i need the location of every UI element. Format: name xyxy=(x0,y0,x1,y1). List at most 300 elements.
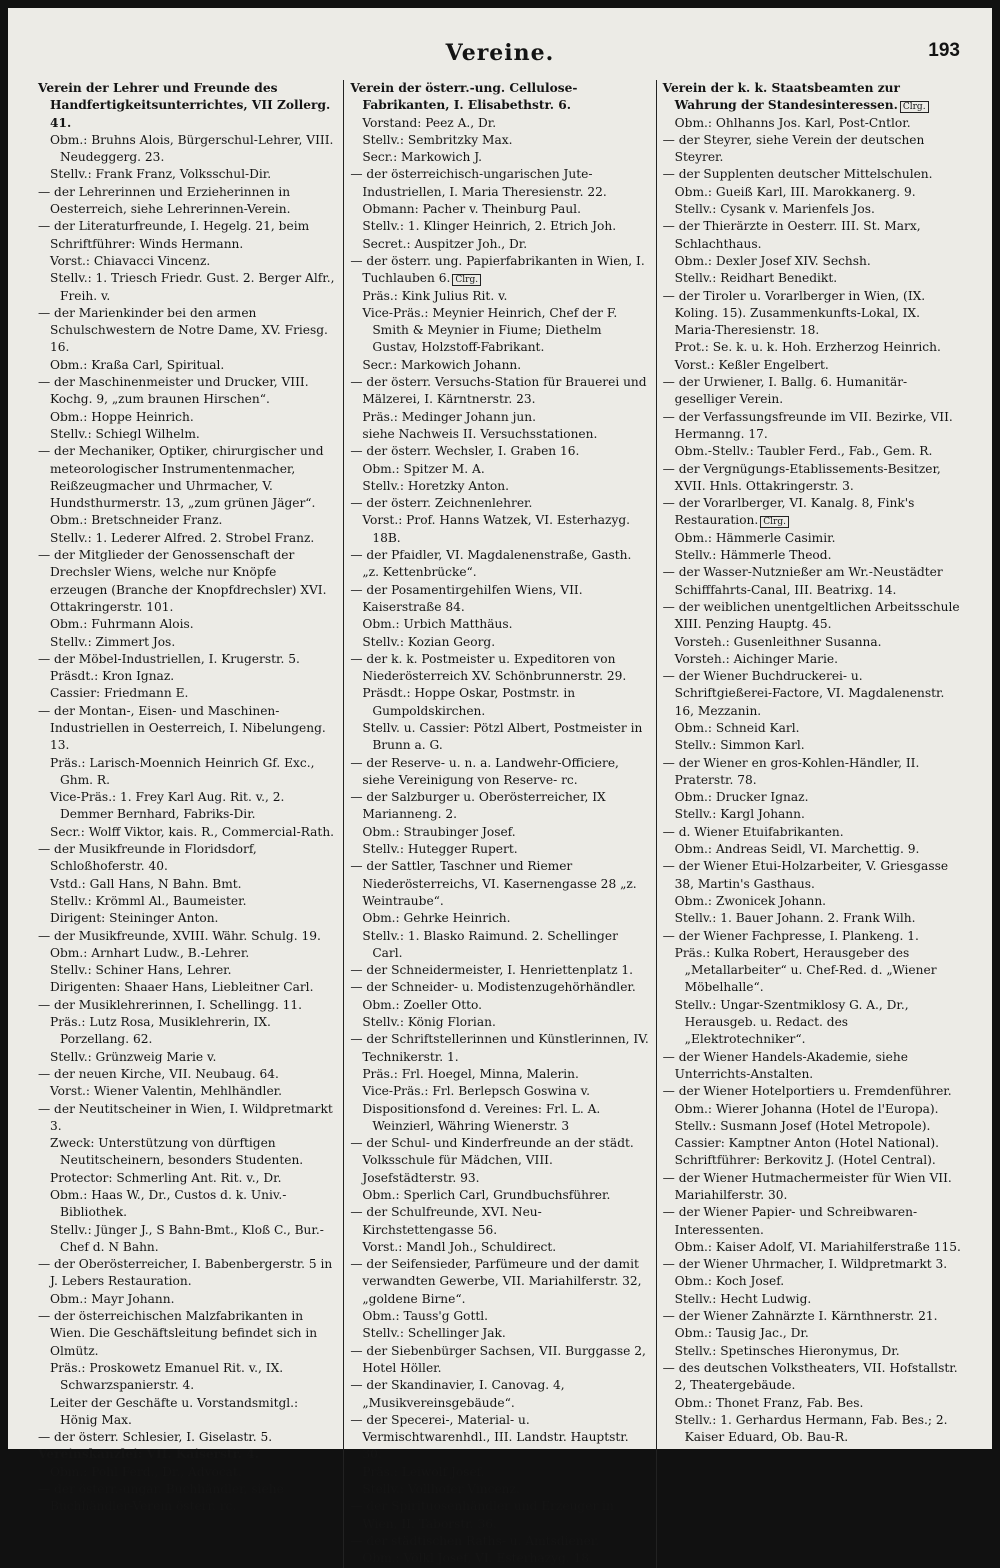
entry-text: — der städtischen Raths- u. Amtsdiener. xyxy=(350,1533,600,1548)
entry-text: Stellv.: Horetzky Anton. xyxy=(362,478,509,493)
entry-text: — der österr. Schlesier, I. Giselastr. 5. xyxy=(38,1430,273,1445)
entry-text: Stellv.: Grünzweig Marie v. xyxy=(50,1049,217,1064)
directory-entry xyxy=(38,685,337,702)
directory-entry xyxy=(663,270,962,287)
entry-text: Obm.: Hämmerle Casimir. xyxy=(674,530,836,545)
entry-text: Obm.: Koch Josef. xyxy=(674,1274,785,1289)
entry-text: Dirigenten: Shaaer Hans, Liebleitner Carl. xyxy=(50,980,314,995)
entry-text: Vorst.: Chiavacci Vincenz. xyxy=(50,253,211,268)
entry-text: — der Mitglieder der Genossenschaft der Drechsler Wiens, welche nur Knöpfe erzeugen (Branche der Knopfdrechsler) XVI. Ottakringerstr. 101. xyxy=(38,548,327,614)
entry-text: — der Möbel-Industriellen, I. Krugerstr. 5. xyxy=(38,651,300,666)
directory-entry xyxy=(350,841,649,858)
directory-entry xyxy=(38,80,337,132)
entry-text: Präs.: Larisch-Moennich Heinrich Gf. Exc., Ghm. R. xyxy=(50,755,315,787)
directory-entry xyxy=(38,1308,337,1360)
directory-entry xyxy=(38,218,337,253)
entry-text: — der Marienkinder bei den armen Schulschwestern de Notre Dame, XV. Friesg. 16. xyxy=(38,305,328,355)
entry-text: Stellv.: König Florian. xyxy=(362,1015,496,1030)
directory-entry xyxy=(350,253,649,288)
entry-text: Schriftführer: Berkovitz J. (Hotel Central). xyxy=(674,1153,936,1168)
directory-entry xyxy=(350,236,649,253)
page-header xyxy=(32,38,968,74)
entry-text: Vorst.: Prof. Hanns Watzek, VI. Esterhazyg. 18B. xyxy=(362,513,631,545)
directory-entry xyxy=(350,582,649,617)
entry-text: — der Tiroler u. Vorarlberger in Wien, (IX. Koling. 15). Zusammenkunfts-Lokal, IX. Maria-Theresienstr. 18. xyxy=(662,288,926,338)
directory-entry xyxy=(663,1152,962,1169)
entry-text: Prot.: Se. k. u. k. Hoh. Erzherzog Heinrich. xyxy=(674,340,941,355)
entry-text: Stellv.: Cysank v. Marienfels Jos. xyxy=(674,202,875,217)
directory-entry xyxy=(38,530,337,547)
directory-entry xyxy=(663,1049,962,1084)
directory-entry xyxy=(663,1204,962,1239)
entry-text: — der Wiener Etui-Holzarbeiter, V. Griesgasse 38, Martin's Gasthaus. xyxy=(662,859,949,891)
entry-text: Stellv.: Jünger J., S Bahn-Bmt., Kloß C., Bur.-Chef d. N Bahn. xyxy=(50,1222,324,1254)
entry-text: Obm.: Wierer Johanna (Hotel de l'Europa). xyxy=(674,1101,939,1116)
directory-entry xyxy=(350,1481,649,1498)
entry-text: — der Sattler, Taschner und Riemer Niederösterreichs, VI. Kasernengasse 28 „z. Weintraube“. xyxy=(350,859,637,908)
entry-text: Vorsteh.: Gusenleithner Susanna. xyxy=(674,634,882,649)
directory-entry xyxy=(350,1533,649,1550)
directory-entry xyxy=(350,755,649,790)
entry-text: Obm.: Straubinger Josef. xyxy=(362,824,516,839)
entry-text: Präs.: Leiwolf Josef. xyxy=(362,1464,485,1479)
directory-entry xyxy=(38,962,337,979)
entry-text: — der Verfassungsfreunde im VII. Bezirke, VII. Hermanng. 17. xyxy=(662,409,953,441)
directory-entry xyxy=(38,1135,337,1170)
column-middle xyxy=(343,80,655,1568)
entry-text: Vorst.: Keßler Engelbert. xyxy=(674,357,829,372)
directory-entry xyxy=(38,1464,337,1481)
entry-text: Vice-Präs.: 1. Frey Karl Aug. Rit. v., 2. Demmer Bernhard, Fabriks-Dir. xyxy=(50,790,285,822)
entry-text: Obm.: Bruhns Alois, Bürgerschul-Lehrer, VIII. Neudeggerg. 23. xyxy=(50,132,334,165)
directory-entry xyxy=(350,997,649,1014)
directory-entry xyxy=(663,1308,962,1325)
entry-text: — der Wiener Uhrmacher, I. Wildpretmarkt 3. xyxy=(662,1257,948,1272)
directory-entry xyxy=(350,305,649,357)
directory-entry xyxy=(663,80,962,115)
directory-entry xyxy=(350,1014,649,1031)
entry-text: Vorst.: Mandl Joh., Schuldirect. xyxy=(362,1239,557,1254)
directory-entry xyxy=(38,668,337,685)
entry-text: — der Siebenbürger Sachsen, VII. Burggasse 2, Hotel Höller. xyxy=(350,1343,646,1375)
directory-entry xyxy=(350,979,649,996)
directory-entry xyxy=(38,876,337,893)
entry-text: — der Spirituosenhändler und Erzeuger in Wien, II. Taborstr. 36. xyxy=(350,1499,614,1531)
directory-entry xyxy=(663,374,962,409)
entry-text: Cassier: Friedmann E. xyxy=(50,686,189,701)
directory-entry xyxy=(350,132,649,149)
entry-text: Secr.: Markowich J. xyxy=(362,150,483,165)
entry-text: Präsdt.: Kron Ignaz. xyxy=(50,669,175,684)
entry-text: Stellv.: Ungar-Szentmiklosy G. A., Dr., Herausgeb. u. Redact. des „Elektrotechniker“. xyxy=(674,997,909,1047)
directory-entry xyxy=(663,166,962,183)
directory-entry xyxy=(38,184,337,219)
entry-text: Protector: Schmerling Ant. Rit. v., Dr. xyxy=(50,1170,282,1185)
directory-entry xyxy=(663,1343,962,1360)
entry-text: Vice-Präs.: Frl. Berlepsch Goswina v. xyxy=(362,1084,590,1099)
entry-text: — der weiblichen unentgeltlichen Arbeitsschule XIII. Penzing Hauptg. 45. xyxy=(662,599,960,632)
entry-text: — der österr. Versuchs-Station für Brauerei und Mälzerei, I. Kärntnerstr. 23. xyxy=(350,375,647,407)
directory-entry xyxy=(663,1360,962,1395)
entry-text: — der Oberösterreicher, I. Babenbergerstr. 5 in J. Lebers Restauration. xyxy=(38,1257,333,1289)
directory-entry xyxy=(663,1118,962,1135)
directory-entry xyxy=(663,997,962,1049)
directory-entry xyxy=(38,824,337,841)
directory-entry xyxy=(38,651,337,668)
entry-text: Dirigent: Steininger Anton. xyxy=(50,911,219,926)
entry-text: — der Musikfreunde in Floridsdorf, Schloßhoferstr. 40. xyxy=(38,842,257,874)
entry-text: Obm.: Arnhart Ludw., B.-Lehrer. xyxy=(50,945,250,960)
entry-text: Stellv.: Simmon Karl. xyxy=(674,738,805,753)
entry-text: — der Wiener Hutmachermeister für Wien VII. Mariahilferstr. 30. xyxy=(662,1170,952,1202)
directory-entry xyxy=(350,1101,649,1136)
directory-entry xyxy=(663,357,962,374)
directory-entry xyxy=(663,1395,962,1412)
clearing-tag: Clrg. xyxy=(760,516,789,528)
entry-text: — der Wiener Fachpresse, I. Plankeng. 1. xyxy=(662,928,919,943)
directory-entry xyxy=(663,1325,962,1342)
page-title: Vereine. xyxy=(445,40,555,66)
directory-entry xyxy=(350,478,649,495)
entry-text: Obm.: Haas W., Dr., Custos d. k. Univ.-Bibliothek. xyxy=(50,1188,287,1220)
entry-text: — der Musikfreunde, XVIII. Währ. Schulg. 19. xyxy=(38,928,321,943)
entry-text: Obm.: Bretschneider Franz. xyxy=(50,513,223,528)
directory-entry xyxy=(663,720,962,737)
directory-entry xyxy=(663,1291,962,1308)
entry-text: Obm.: Andreas Seidl, VI. Marchettig. 9. xyxy=(674,842,920,857)
entry-text: — der Thierärzte in Oesterr. III. St. Marx, Schlachthaus. xyxy=(662,219,921,251)
directory-entry xyxy=(38,374,337,409)
directory-entry xyxy=(350,858,649,910)
entry-text: Obmann: Pacher v. Theinburg Paul. xyxy=(362,202,581,217)
entry-text: — der neuen Kirche, VII. Neubaug. 64. xyxy=(38,1066,279,1081)
entry-text: Obm.: Dexler Josef XIV. Sechsh. xyxy=(674,253,871,268)
directory-entry xyxy=(663,945,962,997)
directory-entry xyxy=(38,1256,337,1291)
entry-text: Stellv.: 1. Bauer Johann. 2. Frank Wilh. xyxy=(674,911,916,926)
directory-entry xyxy=(350,115,649,132)
directory-entry xyxy=(663,547,962,564)
entry-text: Obm.: Völkl Josef, VI. Esterhazyg. 18. xyxy=(362,1551,593,1566)
directory-entry xyxy=(38,132,337,167)
entry-lead-word: Verein der Lehrer und Freunde des Handfertigkeitsunterrichtes, VII Zollerg. 41. xyxy=(38,81,331,130)
directory-entry xyxy=(663,218,962,253)
directory-entry xyxy=(663,910,962,927)
entry-text: Vice-Präs.: Meynier Heinrich, Chef der F. Smith & Meynier in Fiume; Diethelm Gustav, Holzstoff-Fabrikant. xyxy=(362,305,618,355)
directory-entry xyxy=(350,357,649,374)
directory-entry xyxy=(38,910,337,927)
entry-text: Obm.: Thonet Franz, Fab. Bes. xyxy=(674,1395,864,1410)
entry-text: — der Supplenten deutscher Mittelschulen. xyxy=(662,167,933,182)
directory-entry xyxy=(350,616,649,633)
entry-text: — der Skandinavier, I. Canovag. 4, „Musikvereinsgebäude“. xyxy=(350,1378,565,1410)
entry-text: Stellv.: 1. Lederer Alfred. 2. Strobel Franz. xyxy=(50,530,315,545)
entry-lead-word: Verein der österr.-ung. Cellulose-Fabrikanten, I. Elisabethstr. 6. xyxy=(350,81,578,113)
directory-entry xyxy=(350,218,649,235)
entry-text: Präs.: Lutz Rosa, Musiklehrerin, IX. Porzellang. 62. xyxy=(50,1015,271,1047)
directory-entry xyxy=(38,443,337,512)
entry-text: Obm.: Drucker Ignaz. xyxy=(674,790,809,805)
directory-entry xyxy=(350,1325,649,1342)
column-right xyxy=(656,80,968,1568)
entry-text: — der Maschinenmeister und Drucker, VIII. Kochg. 9, „zum braunen Hirschen“. xyxy=(38,375,309,407)
directory-page xyxy=(8,8,992,1566)
entry-text: — der Wasser-Nutznießer am Wr.-Neustädter Schifffahrts-Canal, III. Beatrixg. 14. xyxy=(662,565,943,597)
entry-text: Stellv.: Schiegl Wilhelm. xyxy=(50,426,200,441)
entry-text: Stellv.: Zimmert Jos. xyxy=(50,634,176,649)
entry-text: Stellv.: Kargl Johann. xyxy=(674,807,805,822)
directory-entry xyxy=(663,409,962,444)
directory-entry xyxy=(663,495,962,530)
directory-entry xyxy=(350,1083,649,1100)
entry-text: Stellv.: Schellinger Jak. xyxy=(362,1326,506,1341)
entry-text: Secret.: Auspitzer Joh., Dr. xyxy=(362,236,528,251)
directory-entry xyxy=(663,443,962,460)
directory-entry xyxy=(350,80,649,115)
directory-entry xyxy=(663,530,962,547)
directory-entry xyxy=(350,166,649,201)
directory-entry xyxy=(38,1481,337,1516)
entry-text: Stellv.: Reidhart Benedikt. xyxy=(674,271,838,286)
entry-text: — der Schriftstellerinnen und Künstlerinnen, IV. Technikerstr. 1. xyxy=(350,1032,649,1064)
directory-entry xyxy=(38,1395,337,1430)
entry-text: — der Schneider- u. Modistenzugehörhändler. xyxy=(350,980,636,995)
entry-text: Obm.: Fuhrmann Alois. xyxy=(50,617,194,632)
entry-text: Obm.: Tausig Jac., Dr. xyxy=(674,1326,809,1341)
directory-entry xyxy=(350,962,649,979)
directory-entry xyxy=(38,253,337,270)
directory-entry xyxy=(663,184,962,201)
directory-entry xyxy=(663,132,962,167)
entry-text: — der Wiener Handels-Akademie, siehe Unterrichts-Anstalten. xyxy=(662,1049,908,1081)
directory-entry xyxy=(663,755,962,790)
entry-text: — der Wiener Buchdruckerei- u. Schriftgießerei-Factore, VI. Magdalenenstr. 16, Mezzanin. xyxy=(662,669,945,718)
directory-entry xyxy=(38,1291,337,1308)
entry-text: Stellv.: 1. Triesch Friedr. Gust. 2. Berger Alfr., Freih. v. xyxy=(50,271,335,303)
directory-entry xyxy=(350,1498,649,1533)
directory-entry xyxy=(663,1101,962,1118)
entry-text: Vorsteh.: Aichinger Marie. xyxy=(674,651,838,666)
page-number: 193 xyxy=(928,40,960,61)
directory-entry xyxy=(350,1412,649,1464)
entry-text: — des deutschen Volkstheaters, VII. Hofstallstr. 2, Theatergebäude. xyxy=(662,1360,958,1393)
entry-text: Obm.: Hoppe Heinrich. xyxy=(50,409,194,424)
directory-entry xyxy=(350,1187,649,1204)
directory-entry xyxy=(38,841,337,876)
entry-text: — der Seifensieder, Parfümeure und der damit verwandten Gewerbe, VII. Mariahilferstr. 32, „goldene Birne“. xyxy=(350,1257,642,1306)
entry-text: — der österreichischen Malzfabrikanten in Wien. Die Geschäftsleitung befindet sich in Olmütz. xyxy=(38,1309,318,1358)
directory-entry xyxy=(38,270,337,305)
directory-entry xyxy=(663,1135,962,1152)
entry-text: Stellv. u. Cassier: Pötzl Albert, Postmeister in Brunn a. G. xyxy=(362,720,643,753)
directory-entry xyxy=(38,547,337,616)
directory-entry xyxy=(663,928,962,945)
directory-entry xyxy=(38,1014,337,1049)
entry-text: Cassier: Kamptner Anton (Hotel National). xyxy=(674,1136,939,1151)
directory-entry xyxy=(38,789,337,824)
directory-entry xyxy=(350,461,649,478)
entry-text: Stellv.: 1. Gerhardus Hermann, Fab. Bes.; 2. Kaiser Eduard, Ob. Bau-R. xyxy=(674,1412,948,1445)
entry-text: — der Vorarlberger, VI. Kanalg. 8, Fink's Restauration. xyxy=(662,496,915,528)
directory-entry xyxy=(38,1429,337,1446)
directory-entry xyxy=(663,288,962,340)
entry-text: — der Musiklehrerinnen, I. Schellingg. 11. xyxy=(38,997,302,1012)
directory-entry xyxy=(663,339,962,356)
entry-text: Stellv.: Vollhofer Vincenz. xyxy=(362,1482,520,1497)
directory-entry xyxy=(350,651,649,686)
entry-text: Leiter der Geschäfte u. Vorstandsmitgl.: Hönig Max. xyxy=(50,1395,299,1427)
entry-text: Präs.: Frl. Hoegel, Minna, Malerin. xyxy=(362,1066,579,1081)
entry-text: — der Salzburger u. Oberösterreicher, IX Marianneng. 2. xyxy=(350,790,606,822)
directory-entry xyxy=(38,616,337,633)
directory-entry xyxy=(38,1049,337,1066)
entry-text: Obm.: Sperlich Carl, Grundbuchsführer. xyxy=(362,1188,611,1202)
directory-entry xyxy=(350,1377,649,1412)
directory-entry xyxy=(38,1101,337,1136)
directory-entry xyxy=(663,634,962,651)
directory-entry xyxy=(350,789,649,824)
directory-entry xyxy=(663,1170,962,1205)
entry-text: Präs.: Proskowetz Emanuel Rit. v., IX. Schwarzspanierstr. 4. xyxy=(50,1360,284,1393)
entry-text: Secr.: Markowich Johann. xyxy=(362,357,522,372)
directory-entry xyxy=(38,1083,337,1100)
directory-entry xyxy=(38,893,337,910)
directory-entry xyxy=(663,841,962,858)
directory-entry xyxy=(350,1308,649,1325)
entry-text: Obm.: Zwonicek Johann. xyxy=(674,893,827,908)
directory-entry xyxy=(350,426,649,443)
entry-text: — d. Wiener Etuifabrikanten. xyxy=(662,824,844,839)
directory-entry xyxy=(38,703,337,755)
entry-text: Vstd.: Gall Hans, N Bahn. Bmt. xyxy=(50,876,242,891)
entry-text: — der Mechaniker, Optiker, chirurgischer und meteorologischer Instrumentenmacher, Reißzeugmacher und Uhrmacher, V. Hundsthurmerstr. 13, „zum grünen Jäger“. xyxy=(38,444,324,511)
directory-entry xyxy=(663,201,962,218)
directory-entry xyxy=(663,1239,962,1256)
entry-text: siehe Nachweis II. Versuchsstationen. xyxy=(362,426,598,441)
directory-entry xyxy=(350,1204,649,1239)
directory-entry xyxy=(663,858,962,893)
entry-text: — der Schulfreunde, XVI. Neu-Kirchstettengasse 56. xyxy=(350,1205,542,1237)
entry-text: — der österr. ung. Papierfabrikanten in Wien, I. Tuchlauben 6. xyxy=(350,253,645,286)
entry-text: Obm.: Gehrke Heinrich. xyxy=(362,911,511,926)
entry-lead-word: Verein der k. k. Staatsbeamten zur Wahrung der Standesinteressen. xyxy=(662,81,900,113)
entry-text: Stellv.: 1. Blasko Raimund. 2. Schellinger Carl. xyxy=(362,928,618,960)
entry-text: — der Specerei-, Material- u. Vermischtwarenhdl., III. Landstr. Hauptstr. 30. xyxy=(350,1412,629,1462)
entry-text: Obm.-Stellv.: Taubler Ferd., Fab., Gem. R. xyxy=(674,444,933,459)
entry-text: Stellv.: Frank Franz, Volksschul-Dir. xyxy=(50,167,272,182)
directory-entry xyxy=(38,1066,337,1083)
directory-entry xyxy=(38,1187,337,1222)
directory-entry xyxy=(350,495,649,512)
entry-text: Präs.: Kulka Robert, Herausgeber des „Metallarbeiter“ u. Chef-Red. d. „Wiener Möbelhalle“. xyxy=(674,945,937,995)
directory-entry xyxy=(663,1273,962,1290)
entry-text: Stellv.: Schiner Hans, Lehrer. xyxy=(50,963,232,978)
entry-text: Stellv.: Hutegger Rupert. xyxy=(362,842,518,857)
directory-entry xyxy=(663,599,962,634)
directory-entry xyxy=(350,201,649,218)
entry-text: Präs.: Kink Julius Rit. v. xyxy=(362,288,508,303)
directory-entry xyxy=(350,1066,649,1083)
entry-text: Stellv.: Sembritzky Max. xyxy=(362,132,513,147)
entry-text: — der Neutitscheiner in Wien, I. Wildpretmarkt 3. xyxy=(38,1101,333,1133)
entry-text: — der Urwiener, I. Ballg. 6. Humanitär-geselliger Verein. xyxy=(662,375,908,407)
directory-entry xyxy=(350,1135,649,1187)
directory-entry xyxy=(38,166,337,183)
directory-entry xyxy=(350,685,649,720)
directory-entry xyxy=(663,564,962,599)
directory-entry xyxy=(350,547,649,582)
directory-entry xyxy=(38,945,337,962)
directory-entry xyxy=(38,1360,337,1395)
entry-text: — der Pfaidler, VI. Magdalenenstraße, Gasth. „z. Kettenbrücke“. xyxy=(350,548,632,580)
directory-entry xyxy=(350,1239,649,1256)
directory-entry xyxy=(350,1464,649,1481)
entry-text: — der österr. Zeichnenlehrer. xyxy=(350,496,533,511)
entry-text: Obm.: Urbich Matthäus. xyxy=(362,617,513,632)
directory-entry xyxy=(38,1446,337,1463)
entry-text: — der Montan-, Eisen- und Maschinen-Industriellen in Oesterreich, I. Nibelungeng. 13. xyxy=(38,703,326,753)
entry-text: — der Reserve- u. n. a. Landwehr-Officiere, siehe Vereinigung von Reserve- rc. xyxy=(350,755,619,787)
entry-text: — der Literaturfreunde, I. Hegelg. 21, beim Schriftführer: Winds Hermann. xyxy=(38,219,310,251)
directory-entry xyxy=(350,288,649,305)
clearing-tag: Clrg. xyxy=(452,274,481,286)
directory-entry xyxy=(38,426,337,443)
entry-text: Präsdt.: Hoppe Oskar, Postmstr. in Gumpoldskirchen. xyxy=(362,686,576,718)
directory-entry xyxy=(350,910,649,927)
entry-text: — der Wiener Papier- und Schreibwaren-Interessenten. xyxy=(662,1205,918,1237)
entry-text: — der Steyrer, siehe Verein der deutschen Steyrer. xyxy=(662,132,925,165)
entry-text: Vorst.: Wiener Valentin, Mehlhändler. xyxy=(50,1084,283,1099)
entry-text: Stellv.: Krömml Al., Baumeister. xyxy=(50,893,247,908)
directory-entry xyxy=(350,409,649,426)
entry-text: — der Wiener en gros-Kohlen-Händler, II. Praterstr. 78. xyxy=(662,755,920,787)
entry-text: Stellv.: Susmann Josef (Hotel Metropole). xyxy=(674,1118,931,1133)
directory-entry xyxy=(38,979,337,996)
directory-entry xyxy=(38,928,337,945)
entry-text: — der Vergnügungs-Etablissements-Besitzer, XVII. Hnls. Ottakringerstr. 3. xyxy=(662,461,941,493)
directory-entry xyxy=(350,512,649,547)
directory-entry xyxy=(663,824,962,841)
directory-entry xyxy=(350,1031,649,1066)
directory-entry xyxy=(350,1256,649,1308)
entry-text: — der k. k. Postmeister u. Expeditoren von Niederösterreich XV. Schönbrunnerstr. 29. xyxy=(350,651,627,684)
entry-text: Stellv.: Spetinsches Hieronymus, Dr. xyxy=(674,1343,900,1358)
entry-text: Obm.: Ohlhanns Jos. Karl, Post-Cntlor. xyxy=(674,115,911,130)
entry-text: Secr.: Wolff Viktor, kais. R., Commercial-Rath. xyxy=(50,824,335,839)
entry-text: Stellv.: Hecht Ludwig. xyxy=(674,1291,812,1306)
directory-entry xyxy=(663,789,962,806)
directory-entry xyxy=(663,253,962,270)
directory-entry xyxy=(663,893,962,910)
directory-entry xyxy=(663,115,962,132)
entry-text: Obm.: Spitzer M. A. xyxy=(362,461,485,476)
directory-entry xyxy=(663,737,962,754)
entry-text: Obm.: Mayr Johann. xyxy=(50,1291,175,1306)
entry-text: Zweck: Unterstützung von dürftigen Neutitscheinern, besonders Studenten. xyxy=(50,1136,304,1168)
entry-text: Präs.: Medinger Johann jun. xyxy=(362,409,536,424)
directory-entry xyxy=(38,755,337,790)
entry-text: Obm.: Pohl Ferd., Dr., Advocat. xyxy=(50,1464,242,1479)
entry-text: Dispositionsfond d. Vereines: Frl. L. A. Weinzierl, Währing Wienerstr. 3 xyxy=(362,1101,601,1133)
entry-text: Obm.: Schneid Karl. xyxy=(674,720,800,735)
directory-entry xyxy=(350,928,649,963)
directory-entry xyxy=(663,668,962,720)
directory-entry xyxy=(38,1222,337,1257)
entry-text: — der Wiener Hotelportiers u. Fremdenführer. xyxy=(662,1084,952,1099)
directory-entry xyxy=(663,651,962,668)
entry-text: Obm.: Tauss'g Gottl. xyxy=(362,1309,489,1324)
directory-entry xyxy=(38,634,337,651)
